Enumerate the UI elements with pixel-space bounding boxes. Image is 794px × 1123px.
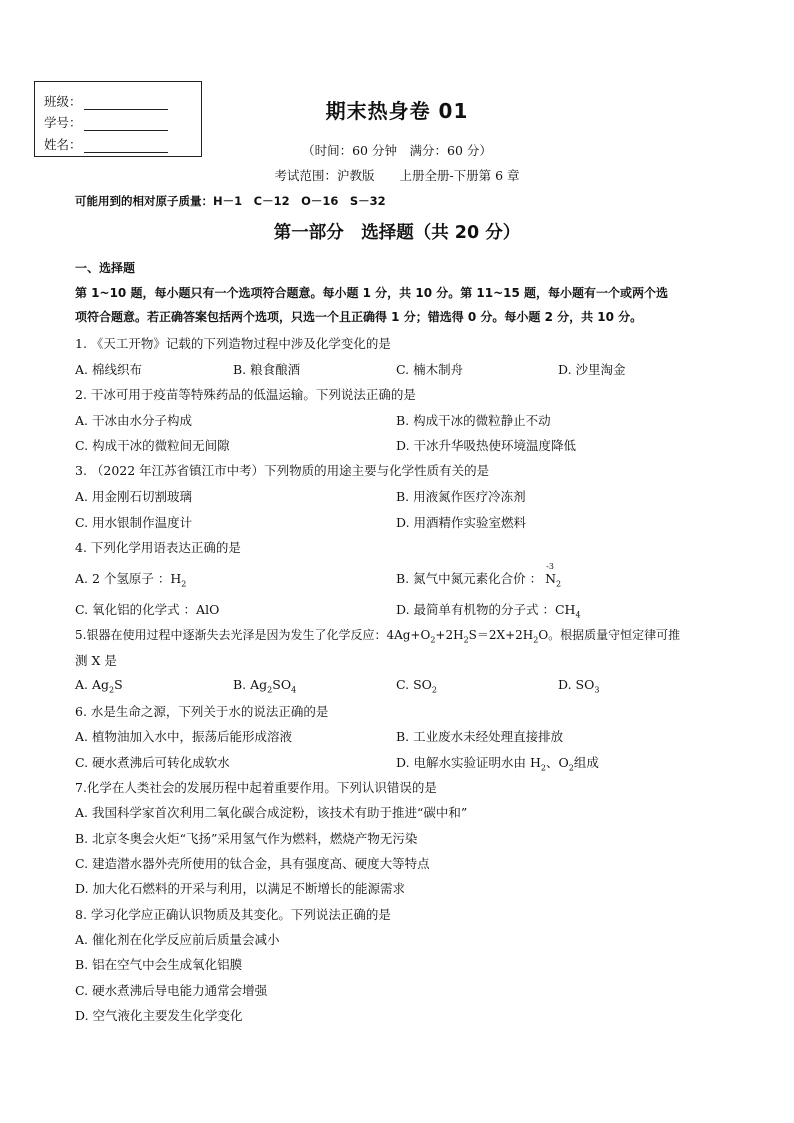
q8-option-c: C. 硬水煮沸后导电能力通常会增强 xyxy=(75,983,268,998)
q2-option-c: C. 构成干冰的微粒间无间隙 xyxy=(75,438,230,453)
section-title: 一、选择题 xyxy=(75,261,136,275)
q4-option-b: B. 氮气中氮元素化合价 ： -3 $N_2$ xyxy=(396,562,562,589)
q5-option-c: C. $SO_2$ xyxy=(396,677,437,695)
q5-option-d: D. $SO_3$ xyxy=(558,677,600,695)
q4-option-c: C. 氧化铝的化学式 ：AlO xyxy=(75,602,220,617)
q6-option-d: D. 电解水实验证明水由 $H_2$、$O_2$组成 xyxy=(396,755,599,773)
part-title: 第一部分 选择题（共 20 分） xyxy=(273,223,521,243)
class-label: 班级： xyxy=(44,93,82,109)
q1-option-a: A. 棉线织布 xyxy=(75,362,142,377)
question-5-stem-cont: 测 X 是 xyxy=(75,653,117,668)
question-5-stem: 5.银器在使用过程中逐渐失去光泽是因为发生了化学反应：$4Ag+O_2+2H_2S=2X+2H_2O$。根据质量守恒定律可推 xyxy=(75,628,681,645)
q1-option-d: D. 沙里淘金 xyxy=(558,362,626,377)
q3-option-b: B. 用液氮作医疗冷冻剂 xyxy=(396,489,526,504)
q5-option-b: B. $Ag_2SO_4$ xyxy=(233,677,297,695)
q1-option-b: B. 粮食酿酒 xyxy=(233,362,301,377)
q7-option-c: C. 建造潜水器外壳所使用的钛合金，具有强度高、硬度大等特点 xyxy=(75,856,430,871)
q2-option-a: A. 干冰由水分子构成 xyxy=(75,413,192,428)
atomic-mass-line: 可能用到的相对原子质量：H－1 C－12 O－16 S－32 xyxy=(75,194,386,208)
question-1-stem: 1. 《天工开物》记载的下列造物过程中涉及化学变化的是 xyxy=(75,336,391,351)
question-4-stem: 4. 下列化学用语表达正确的是 xyxy=(75,540,241,555)
exam-title: 期末热身卷 01 xyxy=(325,99,469,123)
q8-option-a: A. 催化剂在化学反应前后质量会减小 xyxy=(75,932,280,947)
question-7-stem: 7.化学在人类社会的发展历程中起着重要作用。下列认识错误的是 xyxy=(75,780,437,795)
q8-option-b: B. 铝在空气中会生成氧化铝膜 xyxy=(75,957,243,972)
question-6-stem: 6. 水是生命之源，下列关于水的说法正确的是 xyxy=(75,704,329,719)
name-label: 姓名： xyxy=(44,136,82,152)
instruction-line-1: 第 1~10 题，每小题只有一个选项符合题意。每小题 1 分，共 10 分。第 11~15 题，每小题有一个或两个选 xyxy=(75,286,669,300)
question-2-stem: 2. 干冰可用于疫苗等特殊药品的低温运输。下列说法正确的是 xyxy=(75,387,416,402)
q6-option-c: C. 硬水煮沸后可转化成软水 xyxy=(75,755,230,770)
question-8-stem: 8. 学习化学应正确认识物质及其变化。下列说法正确的是 xyxy=(75,907,391,922)
q4-option-d: D. 最简单有机物的分子式 ：$CH_4$ xyxy=(396,602,581,620)
q8-option-d: D. 空气液化主要发生化学变化 xyxy=(75,1008,243,1023)
q2-option-b: B. 构成干冰的微粒静止不动 xyxy=(396,413,551,428)
q1-option-c: C. 楠木制舟 xyxy=(396,362,464,377)
q6-option-b: B. 工业废水未经处理直接排放 xyxy=(396,729,564,744)
q6-option-a: A. 植物油加入水中，振荡后能形成溶液 xyxy=(75,729,292,744)
student-id-label: 学号： xyxy=(44,115,82,130)
q3-option-d: D. 用酒精作实验室燃料 xyxy=(396,515,527,530)
q5-option-a: A. $Ag_2S$ xyxy=(75,677,123,695)
q7-option-d: D. 加大化石燃料的开采与利用，以满足不断增长的能源需求 xyxy=(75,881,406,896)
time-line: （时间：60 分钟 满分：60 分） xyxy=(302,143,492,158)
q7-option-b: B. 北京冬奥会火炬“飞扬”采用氢气作为燃料，燃烧产物无污染 xyxy=(75,831,418,846)
scope-line: 考试范围：沪教版 上册全册-下册第 6 章 xyxy=(274,168,520,183)
q3-option-c: C. 用水银制作温度计 xyxy=(75,515,193,530)
q2-option-d: D. 干冰升华吸热使环境温度降低 xyxy=(396,438,577,453)
instruction-line-2: 项符合题意。若正确答案包括两个选项，只选一个且正确得 1 分；错选得 0 分。每小题 2 分，共 10 分。 xyxy=(75,310,643,324)
q3-option-a: A. 用金刚石切割玻璃 xyxy=(75,489,192,504)
q4-option-a: A. 2 个氢原子 ：$H_2$ xyxy=(75,571,187,589)
question-3-stem: 3. （2022 年江苏省镇江市中考）下列物质的用途主要与化学性质有关的是 xyxy=(75,463,490,478)
q7-option-a: A. 我国科学家首次利用二氧化碳合成淀粉，该技术有助于推进“碳中和” xyxy=(75,805,468,820)
